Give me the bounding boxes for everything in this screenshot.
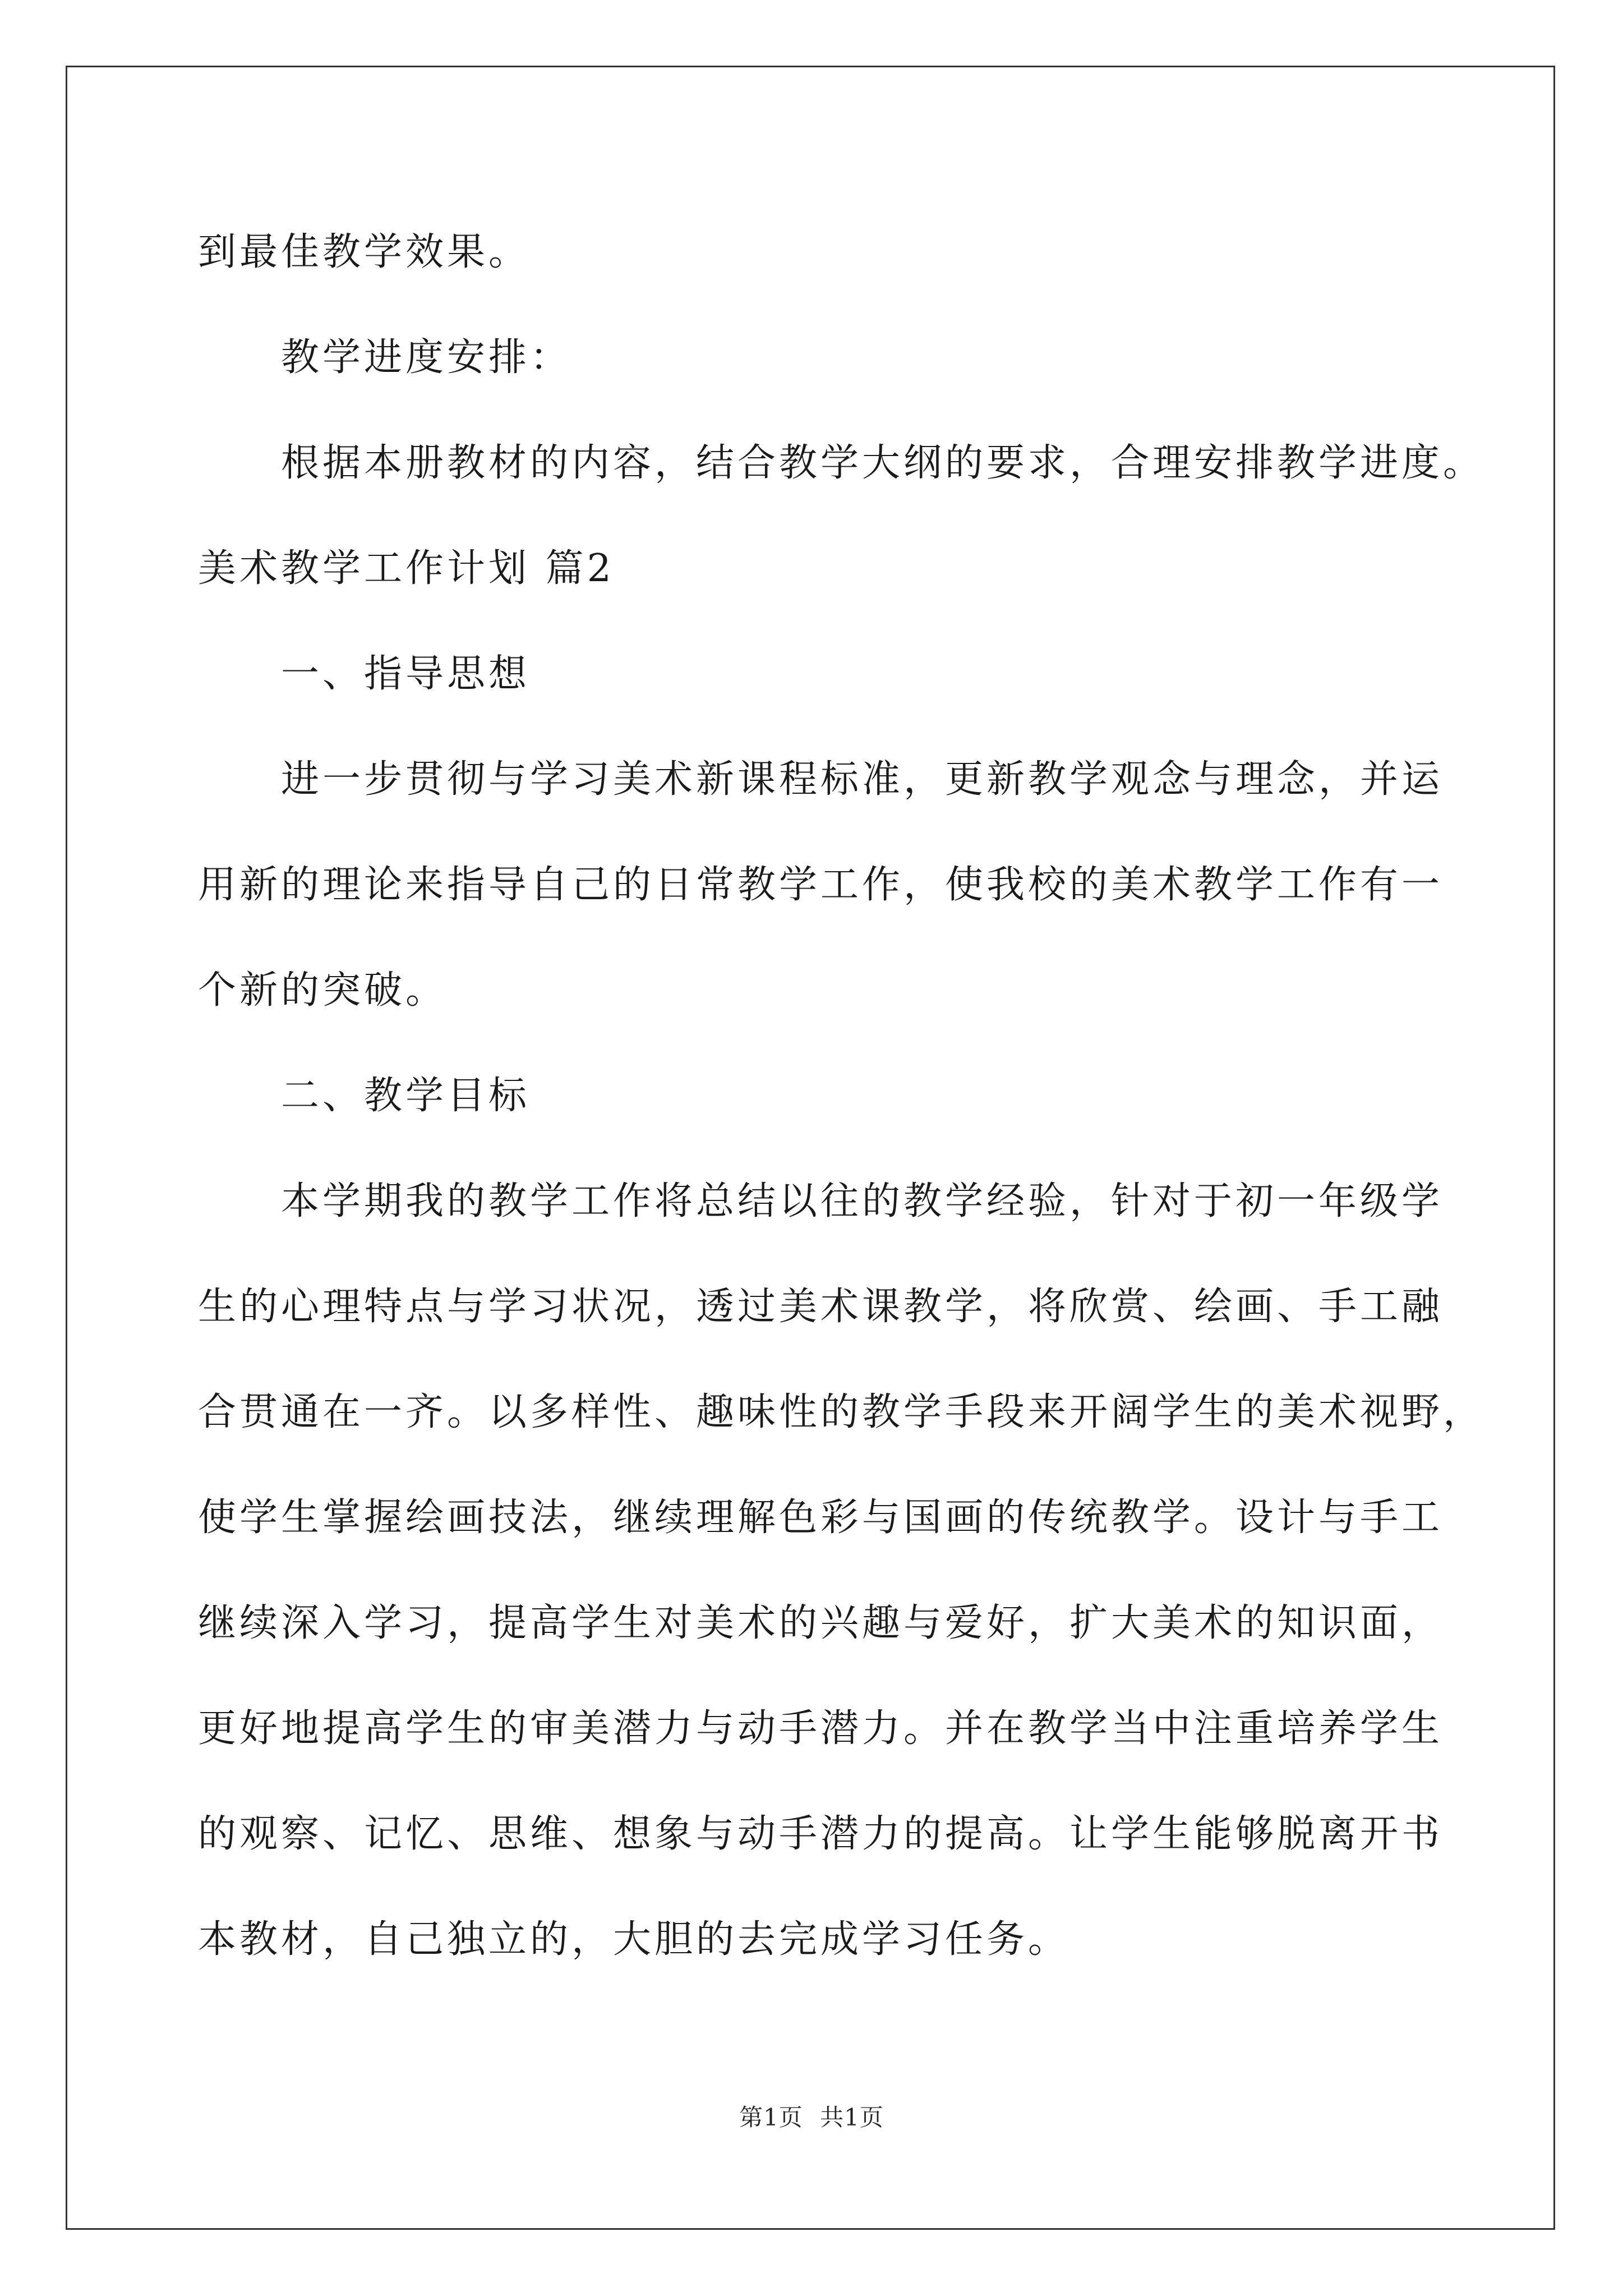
page-footer (0, 2101, 1623, 2134)
body-line: 根据本册教材的内容，结合教学大纲的要求，合理安排教学进度。 (281, 441, 1485, 485)
body-line: 本学期我的教学工作将总结以往的教学经验，针对于初一年级学 (281, 1179, 1444, 1223)
body-line: 继续深入学习，提高学生对美术的兴趣与爱好，扩大美术的知识面， (198, 1601, 1444, 1645)
body-line: 的观察、记忆、思维、想象与动手潜力的提高。让学生能够脱离开书 (198, 1812, 1444, 1856)
page-border (66, 66, 1555, 2230)
body-line: 到最佳教学效果。 (198, 230, 531, 274)
subheading-guiding-thought: 一、指导思想 (281, 652, 531, 696)
page-number: 第1页 (739, 2104, 803, 2131)
subheading-teaching-goals: 二、教学目标 (281, 1074, 531, 1118)
section-label-schedule: 教学进度安排： (281, 335, 572, 380)
body-line: 个新的突破。 (198, 968, 448, 1013)
body-line: 用新的理论来指导自己的日常教学工作，使我校的美术教学工作有一 (198, 863, 1444, 907)
section-heading: 美术教学工作计划 篇2 (198, 546, 615, 591)
body-line: 进一步贯彻与学习美术新课程标准，更新教学观念与理念，并运 (281, 757, 1444, 802)
body-line: 生的心理特点与学习状况，透过美术课教学，将欣赏、绘画、手工融 (198, 1285, 1444, 1329)
body-line: 更好地提高学生的审美潜力与动手潜力。并在教学当中注重培养学生 (198, 1706, 1444, 1751)
body-line: 使学生掌握绘画技法，继续理解色彩与国画的传统教学。设计与手工 (198, 1496, 1444, 1540)
page-total: 共1页 (820, 2104, 884, 2131)
body-line: 合贯通在一齐。以多样性、趣味性的教学手段来开阔学生的美术视野， (198, 1390, 1485, 1434)
body-line: 本教材，自己独立的，大胆的去完成学习任务。 (198, 1917, 1070, 1962)
